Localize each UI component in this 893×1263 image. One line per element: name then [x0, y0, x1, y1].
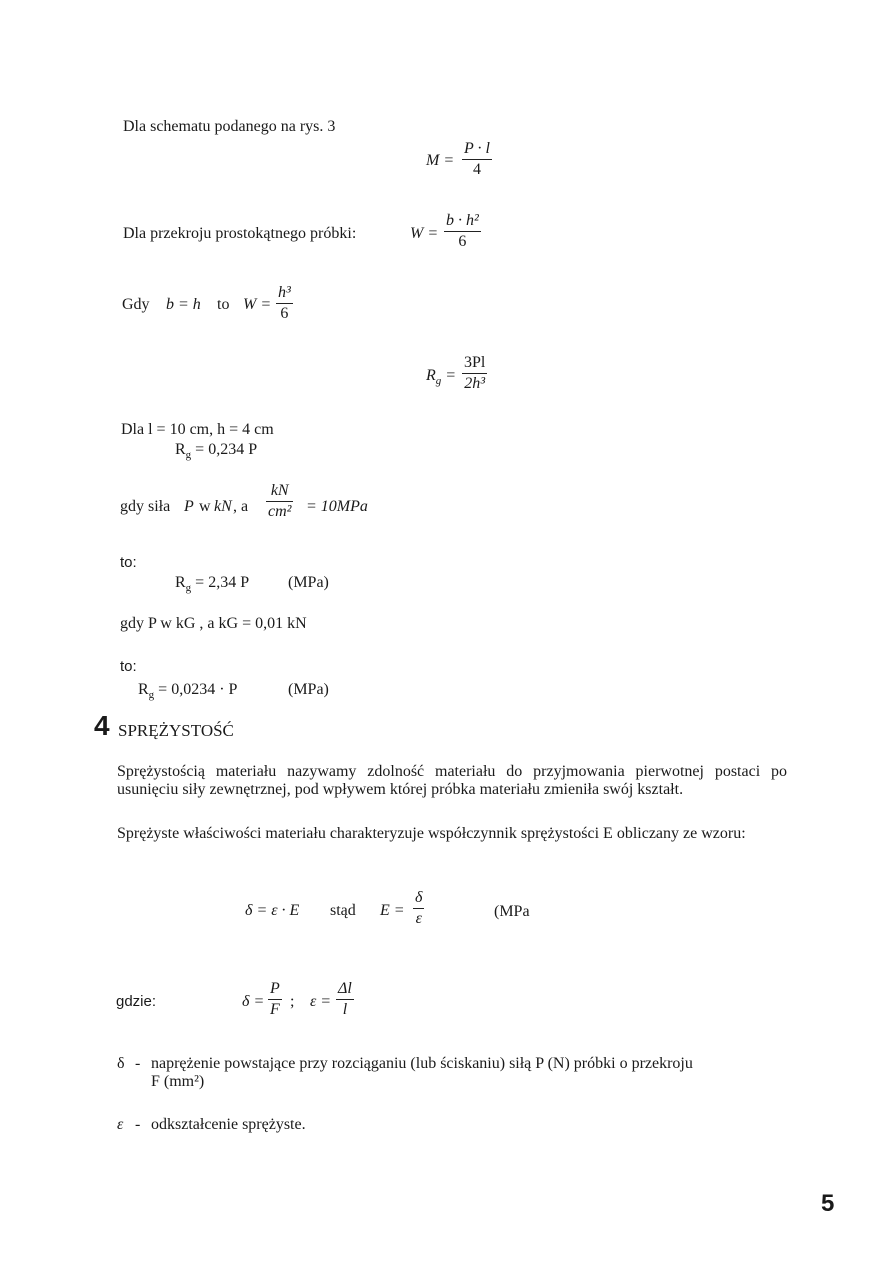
rg-3-sub: g — [148, 689, 155, 701]
eq-e-lhs: E = — [380, 902, 405, 919]
eq-rg-den: 2h³ — [464, 375, 486, 392]
eq-w-fraction — [444, 212, 481, 251]
gdzie-label: gdzie: — [116, 993, 157, 1010]
rg-3-r: R — [138, 681, 149, 698]
gdy-den: 6 — [280, 305, 289, 322]
gdy-sila-var: P — [184, 498, 194, 515]
fraction-bar — [276, 303, 293, 304]
def-delta-cont: F (mm²) — [151, 1073, 205, 1090]
gdy-sila-fraction — [266, 482, 293, 521]
eq-eps-num: Δl — [338, 980, 352, 997]
eq-rg-eq: = — [445, 367, 457, 384]
eq-delta-lhs: δ = — [242, 993, 265, 1010]
gdy-sila-pre: gdy siła — [120, 498, 171, 515]
rg-2-sub: g — [185, 582, 192, 594]
fraction-bar — [266, 501, 293, 502]
gdy-sila-num: kN — [270, 482, 289, 499]
def-eps-text: odkształcenie sprężyste. — [151, 1116, 306, 1133]
eq-eps-lhs: ε = — [310, 993, 332, 1010]
eq-m-lhs: M = — [426, 152, 455, 169]
def-eps-dash: - — [135, 1116, 141, 1133]
fraction-bar — [462, 373, 487, 374]
gdy-num: h³ — [278, 284, 291, 301]
fraction-bar — [413, 908, 424, 909]
def-delta-sym: δ — [117, 1055, 125, 1072]
def-delta-text: naprężenie powstające przy rozciąganiu (lub ściskaniu) siłą P (N) próbki o przekroju — [151, 1055, 693, 1072]
def-eps-sym: ε — [117, 1116, 124, 1133]
gdy-sila-rhs: = 10MPa — [306, 498, 368, 515]
gdy-cond: b = h — [166, 296, 201, 313]
eq-rg-num: 3Pl — [464, 354, 486, 371]
rg-2-unit: (MPa) — [288, 574, 329, 591]
rg-3-unit: (MPa) — [288, 681, 329, 698]
section-title: SPRĘŻYSTOŚĆ — [118, 721, 234, 740]
eq-m-fraction — [462, 140, 492, 179]
rg-2-r: R — [175, 574, 186, 591]
eq-delta-num: P — [270, 980, 280, 997]
fraction-bar — [268, 999, 282, 1000]
gdy-mid: to — [217, 296, 230, 313]
gdy-sila-mid: w — [199, 498, 211, 515]
eq-m-num: P · l — [464, 140, 490, 157]
gdy-sila-unit: kN — [214, 498, 232, 515]
section-line: Dla przekroju prostokątnego próbki: — [123, 225, 357, 242]
fraction-bar — [336, 999, 354, 1000]
paragraph-1: Sprężystością materiału nazywamy zdolność materiału do przyjmowania pierwotnej postaci po usunięciu siły zewnętrznej, pod wpływem której próbka materiału zmieniła swój kształt. — [117, 763, 787, 798]
rg-1-r: R — [175, 441, 186, 458]
gdy-fraction — [276, 284, 293, 323]
eq-delta-fraction — [268, 980, 282, 1019]
eq-e-fraction — [413, 889, 424, 928]
to-label-2: to: — [120, 658, 137, 675]
eq-e-den: ε — [415, 910, 422, 927]
intro-line: Dla schematu podanego na rys. 3 — [123, 118, 336, 135]
gdy-kg-line: gdy P w kG , a kG = 0,01 kN — [120, 615, 307, 632]
eq-eps-fraction — [336, 980, 354, 1019]
eq-m-den: 4 — [472, 161, 481, 178]
eq-rg-lhs — [426, 367, 456, 390]
fraction-bar — [462, 159, 492, 160]
rg-3-rest: = 0,0234 · P — [158, 681, 238, 698]
paragraph-2: Sprężyste właściwości materiału charakteryzuje współczynnik sprężystości E obliczany ze wzoru: — [117, 825, 746, 842]
section-number: 4 — [94, 710, 110, 741]
gdy-lhs: W = — [243, 296, 272, 313]
gdy-sila-post: , a — [233, 498, 249, 515]
gdy-sila-den: cm² — [268, 503, 292, 520]
given-values: Dla l = 10 cm, h = 4 cm — [121, 421, 274, 438]
eq-rg-fraction — [462, 354, 487, 393]
rg-result-3 — [138, 681, 237, 704]
rg-result-2 — [175, 574, 249, 597]
eq-e-mid: stąd — [330, 902, 356, 919]
gdy-pre: Gdy — [122, 296, 150, 313]
rg-2-rest: = 2,34 P — [195, 574, 250, 591]
eq-e-left: δ = ε · E — [245, 902, 300, 919]
rg-result-1 — [175, 441, 257, 464]
eq-w-num: b · h² — [446, 212, 479, 229]
fraction-bar — [444, 231, 481, 232]
rg-1-rest: = 0,234 P — [195, 441, 258, 458]
eq-e-unit: (MPa — [494, 903, 530, 920]
eq-w-den: 6 — [458, 233, 467, 250]
to-label-1: to: — [120, 554, 137, 571]
rg-1-sub: g — [185, 449, 192, 461]
eq-delta-sep: ; — [290, 993, 295, 1010]
eq-delta-den: F — [270, 1001, 280, 1018]
def-delta-dash: - — [135, 1055, 141, 1072]
eq-w-lhs: W = — [410, 225, 439, 242]
page-number: 5 — [821, 1190, 835, 1217]
eq-eps-den: l — [342, 1001, 348, 1018]
eq-e-num: δ — [415, 889, 423, 906]
eq-rg-r: R — [426, 367, 436, 384]
eq-rg-sub: g — [435, 375, 442, 387]
